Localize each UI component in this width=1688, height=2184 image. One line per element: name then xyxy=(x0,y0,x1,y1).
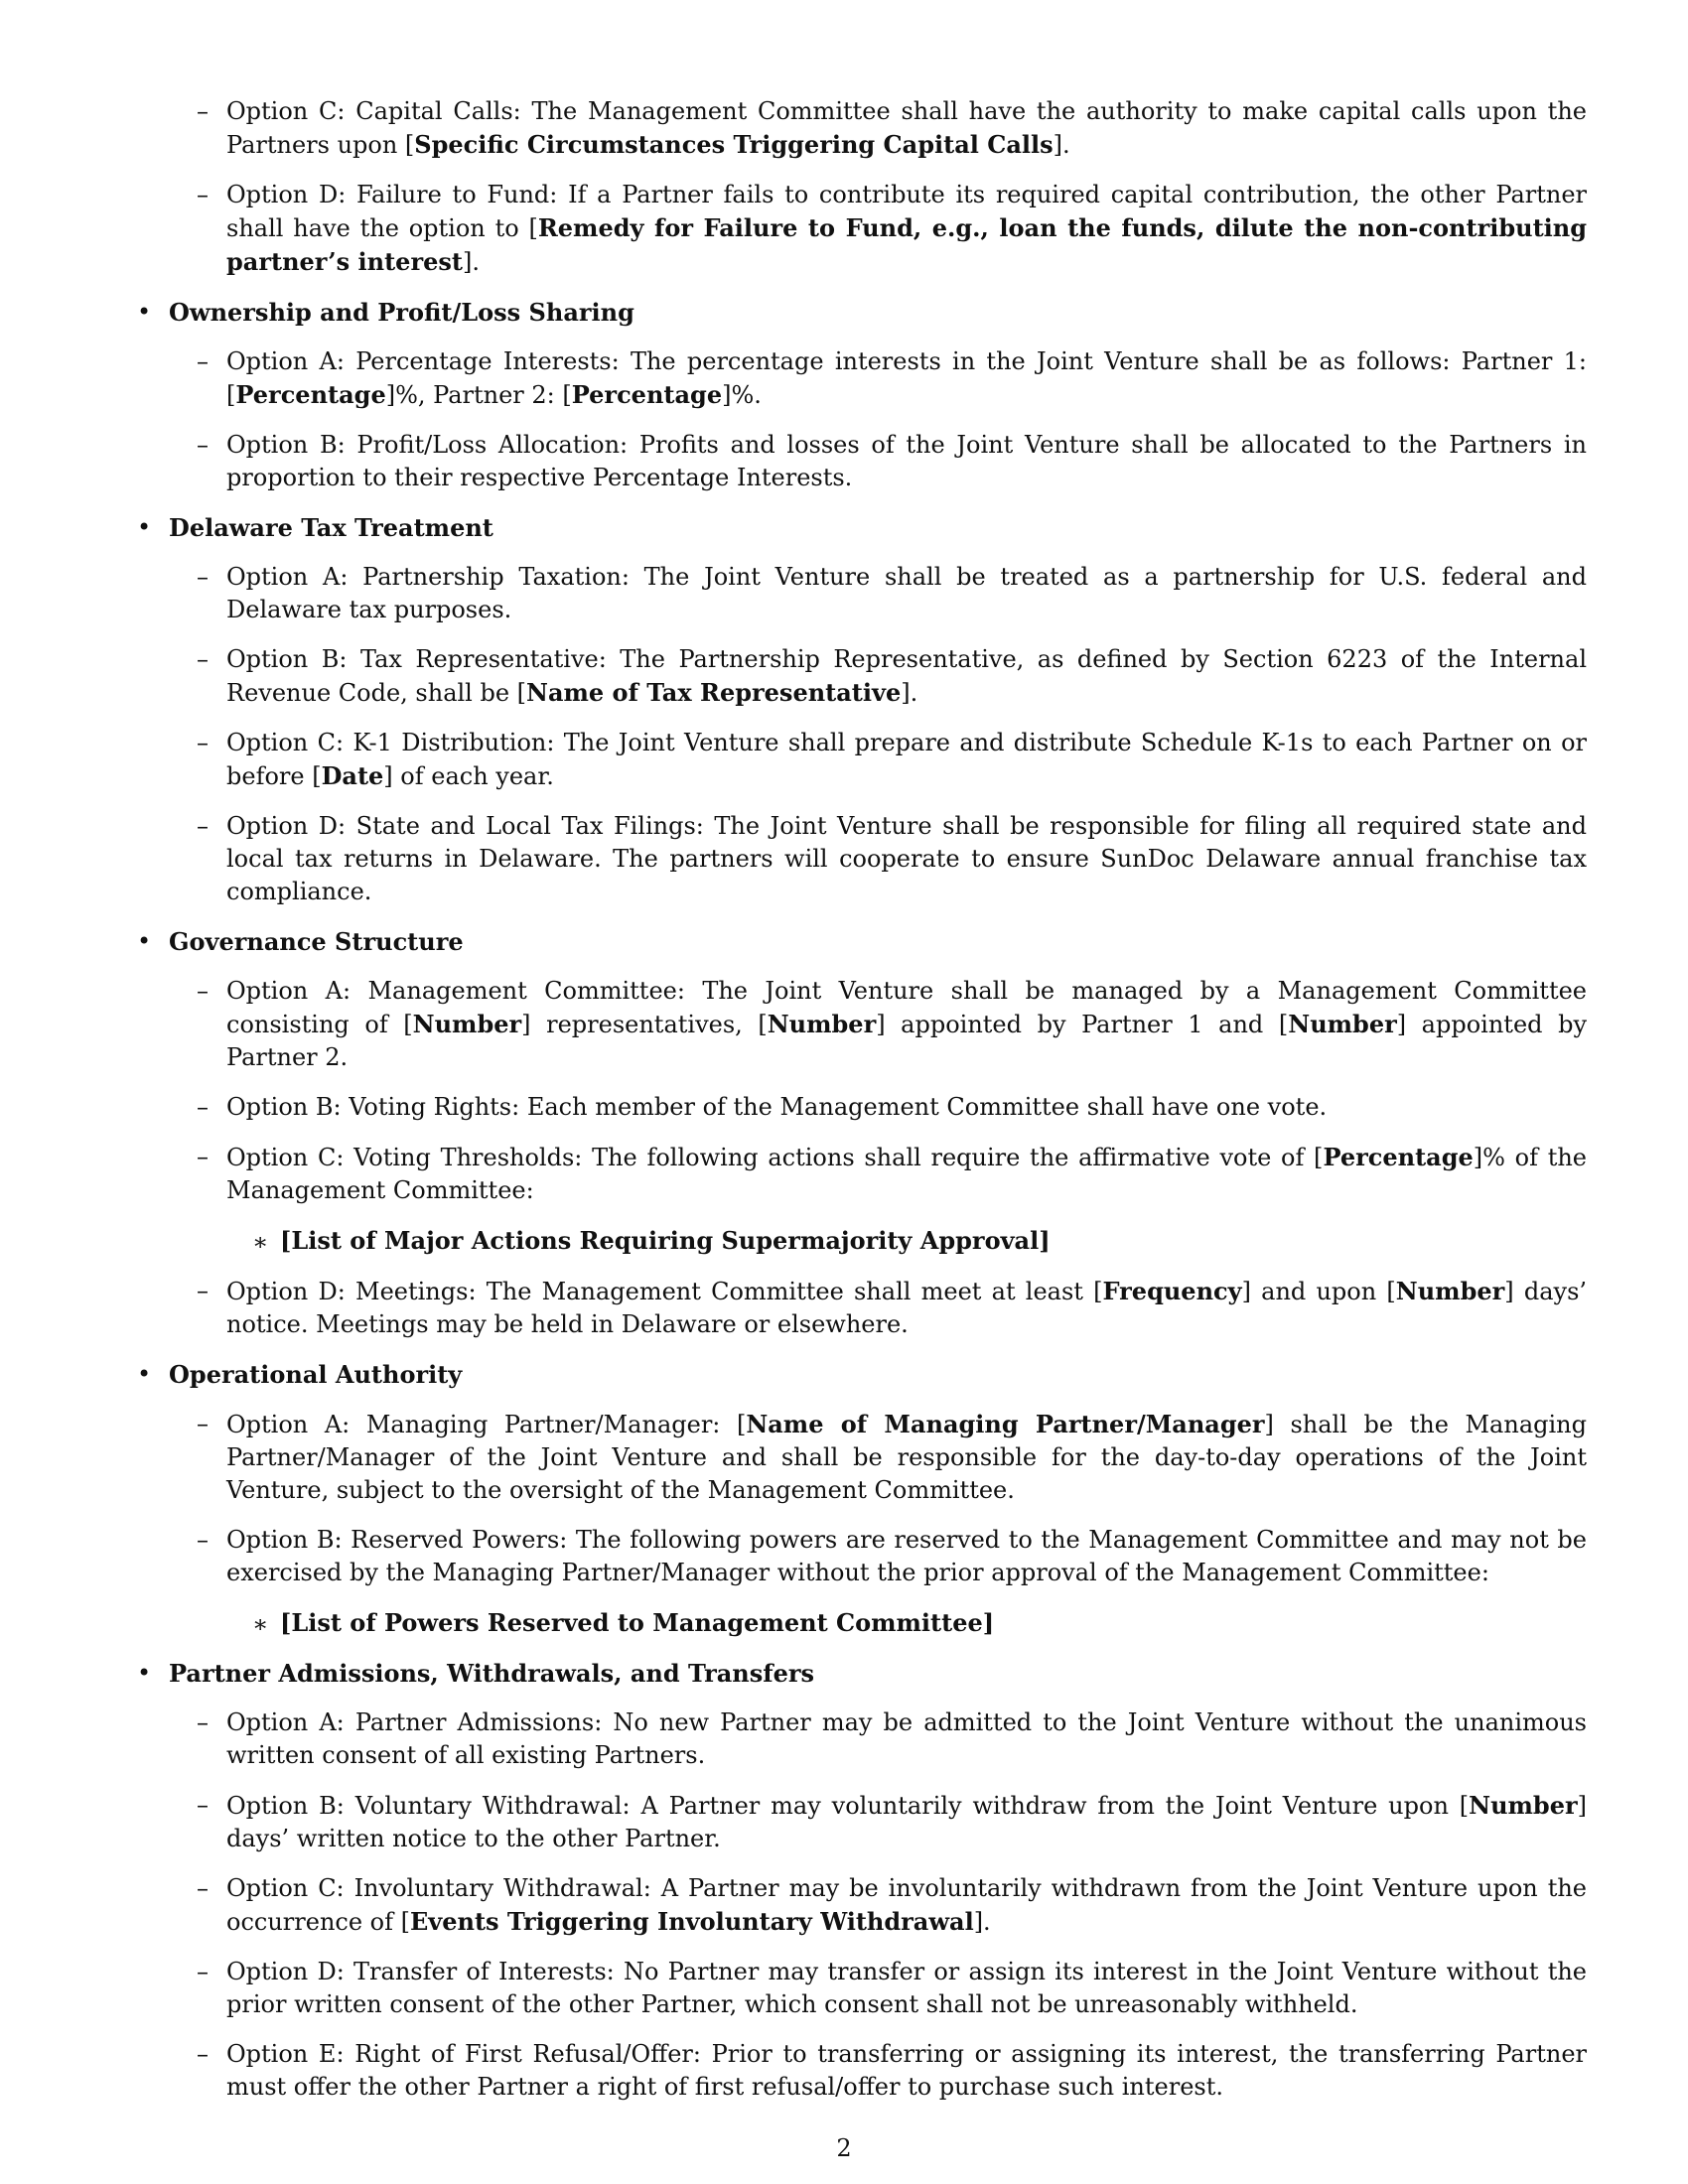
placeholder-text: Frequency xyxy=(1102,1277,1242,1305)
option-item xyxy=(137,643,1587,710)
star-marker: ∗ xyxy=(252,1228,269,1256)
option-item xyxy=(137,727,1587,793)
dash-marker: – xyxy=(197,1708,209,1736)
placeholder-text: Percentage xyxy=(571,380,723,409)
dash-marker: – xyxy=(197,1526,209,1554)
body-text: Option A: Percentage Interests: The percentage interests in the Joint Venture shall be as follows: Partner 1: [ xyxy=(226,347,1587,409)
bullet-marker: • xyxy=(137,1659,152,1687)
section-heading xyxy=(137,925,1587,958)
body-text: Option B: Voluntary Withdrawal: A Partner may voluntarily withdraw from the Joint Venture upon [ xyxy=(226,1792,1470,1820)
option-item xyxy=(137,810,1587,908)
body-text: Option C: K-1 Distribution: The Joint Venture shall prepare and distribute Schedule K-1s to each Partner on or before [ xyxy=(226,729,1587,790)
bullet-marker: • xyxy=(137,298,152,326)
body-text: ]%. xyxy=(722,381,762,409)
section-heading xyxy=(137,511,1587,544)
dash-marker: – xyxy=(197,1791,209,1819)
placeholder-text: Number xyxy=(1288,1010,1397,1038)
dash-marker: – xyxy=(197,812,209,840)
section-heading xyxy=(137,1358,1587,1391)
placeholder-text: Remedy for Failure to Fund, e.g., loan the funds, dilute the non-contributing partner’s interest xyxy=(226,213,1588,276)
placeholder-text: ] xyxy=(982,1608,995,1637)
body-text: ]%, Partner 2: [ xyxy=(385,381,572,409)
option-item xyxy=(137,429,1587,494)
body-text: ]. xyxy=(1053,131,1070,159)
body-text: ] appointed by Partner 2. xyxy=(226,1011,1588,1071)
option-item xyxy=(137,1872,1587,1939)
section-title: Operational Authority xyxy=(169,1360,463,1389)
option-item xyxy=(137,975,1587,1074)
option-item xyxy=(137,345,1587,412)
body-text: Option A: Management Committee: The Joint Venture shall be managed by a Management Committee consisting of [ xyxy=(226,977,1587,1038)
placeholder-text: Percentage xyxy=(235,380,386,409)
dash-marker: – xyxy=(197,977,209,1005)
placeholder-text: [ xyxy=(280,1608,292,1637)
body-text: Option E: Right of First Refusal/Offer: Prior to transferring or assigning its interest, the transferring Partner must offer the other Partner a right of first refusal/offer to purchase such interest. xyxy=(226,2040,1587,2101)
placeholder-text: Number xyxy=(1469,1791,1578,1820)
section-title: Ownership and Profit/Loss Sharing xyxy=(169,298,634,327)
body-text: Option C: Voting Thresholds: The following actions shall require the affirmative vote of [ xyxy=(226,1144,1324,1171)
body-text: Option B: Voting Rights: Each member of the Management Committee shall have one vote. xyxy=(226,1093,1328,1121)
body-text: Option A: Managing Partner/Manager: [ xyxy=(226,1411,747,1438)
body-text: Option B: Tax Representative: The Partnership Representative, as defined by Section 6223 of the Internal Revenue Code, shall be [ xyxy=(226,645,1587,707)
option-item xyxy=(137,561,1587,626)
option-item xyxy=(137,179,1587,279)
option-item xyxy=(137,1141,1587,1207)
body-text: ] of each year. xyxy=(383,762,554,790)
body-text: Option A: Partnership Taxation: The Joint Venture shall be treated as a partnership for U.S. federal and Delaware tax purposes. xyxy=(226,563,1587,623)
section-title: Delaware Tax Treatment xyxy=(169,513,493,542)
dash-marker: – xyxy=(197,1874,209,1902)
section-heading xyxy=(137,1657,1587,1690)
dash-marker: – xyxy=(197,2040,209,2068)
section-title: Partner Admissions, Withdrawals, and Transfers xyxy=(169,1659,815,1688)
body-text: ] days’ written notice to the other Partner. xyxy=(226,1792,1587,1852)
placeholder-text: ] xyxy=(1039,1226,1051,1255)
body-text: Option D: State and Local Tax Filings: The Joint Venture shall be responsible for filing all required state and local tax returns in Delaware. The partners will cooperate to ensure SunDoc Delaware annual franchise tax compliance. xyxy=(226,812,1587,905)
placeholder-text: Events Triggering Involuntary Withdrawal xyxy=(410,1907,974,1936)
body-text: ]% of the Management Committee: xyxy=(226,1144,1588,1204)
option-item xyxy=(137,1408,1587,1507)
body-text: ] shall be the Managing Partner/Manager of the Joint Venture and shall be responsible for the day-to-day operations of the Joint Venture, subject to the oversight of the Management Committee. xyxy=(226,1411,1587,1504)
placeholder-text: Name of Managing Partner/Manager xyxy=(746,1410,1265,1438)
dash-marker: – xyxy=(197,347,209,375)
option-item xyxy=(137,95,1587,162)
body-text: ] days’ notice. Meetings may be held in Delaware or elsewhere. xyxy=(226,1278,1588,1338)
placeholder-text: [ xyxy=(280,1226,292,1255)
option-item xyxy=(137,1091,1587,1124)
section-heading xyxy=(137,296,1587,329)
placeholder-item xyxy=(137,1606,1587,1640)
placeholder-text: Number xyxy=(1395,1277,1505,1305)
bullet-marker: • xyxy=(137,1360,152,1388)
body-text: ] representatives, [ xyxy=(521,1011,768,1038)
dash-marker: – xyxy=(197,729,209,756)
body-text: Option B: Reserved Powers: The following powers are reserved to the Management Committee and may not be exercised by the Managing Partner/Manager without the prior approval of the Management Committee: xyxy=(226,1526,1587,1586)
dash-marker: – xyxy=(197,181,209,208)
option-item xyxy=(137,1706,1587,1772)
option-item xyxy=(137,1524,1587,1589)
placeholder-item xyxy=(137,1224,1587,1258)
placeholder-text: Percentage xyxy=(1323,1143,1474,1171)
placeholder-text: Number xyxy=(412,1010,522,1038)
dash-marker: – xyxy=(197,431,209,459)
body-text: ]. xyxy=(901,679,918,707)
body-text: Option C: Involuntary Withdrawal: A Partner may be involuntarily withdrawn from the Joint Venture upon the occurrence of [ xyxy=(226,1874,1587,1936)
placeholder-text: Number xyxy=(767,1010,877,1038)
placeholder-text: Name of Tax Representative xyxy=(526,678,902,707)
body-text: Option A: Partner Admissions: No new Partner may be admitted to the Joint Venture without the unanimous written consent of all existing Partners. xyxy=(226,1708,1587,1769)
body-text: Option D: Transfer of Interests: No Partner may transfer or assign its interest in the Joint Venture without the prior written consent of the other Partner, which consent shall not be unreasonably withheld. xyxy=(226,1958,1587,2018)
dash-marker: – xyxy=(197,1277,209,1304)
placeholder-text: List of Major Actions Requiring Supermajority Approval xyxy=(291,1226,1040,1255)
dash-marker: – xyxy=(197,1093,209,1121)
placeholder-text: List of Powers Reserved to Management Committee xyxy=(291,1608,983,1637)
option-item xyxy=(137,2038,1587,2104)
body-text: Option D: Meetings: The Management Committee shall meet at least [ xyxy=(226,1278,1103,1305)
option-item xyxy=(137,1275,1587,1341)
document-body xyxy=(137,95,1587,2120)
section-title: Governance Structure xyxy=(169,927,464,956)
dash-marker: – xyxy=(197,563,209,591)
page-number: 2 xyxy=(836,2134,852,2162)
body-text: ]. xyxy=(462,248,480,276)
dash-marker: – xyxy=(197,1958,209,1985)
dash-marker: – xyxy=(197,97,209,125)
body-text: Option D: Failure to Fund: If a Partner fails to contribute its required capital contribution, the other Partner shall have the option to [ xyxy=(226,181,1587,242)
body-text: ] and upon [ xyxy=(1241,1278,1396,1305)
dash-marker: – xyxy=(197,1143,209,1170)
placeholder-text: Date xyxy=(321,761,384,790)
placeholder-text: Specific Circumstances Triggering Capital Calls xyxy=(414,130,1054,159)
body-text: Option B: Profit/Loss Allocation: Profits and losses of the Joint Venture shall be allocated to the Partners in proportion to their respective Percentage Interests. xyxy=(226,431,1587,491)
body-text: Option C: Capital Calls: The Management Committee shall have the authority to make capital calls upon the Partners upon [ xyxy=(226,97,1587,159)
option-item xyxy=(137,1789,1587,1855)
dash-marker: – xyxy=(197,645,209,673)
star-marker: ∗ xyxy=(252,1610,269,1638)
bullet-marker: • xyxy=(137,513,152,541)
dash-marker: – xyxy=(197,1410,209,1437)
option-item xyxy=(137,1956,1587,2021)
body-text: ] appointed by Partner 1 and [ xyxy=(876,1011,1289,1038)
body-text: ]. xyxy=(973,1908,991,1936)
bullet-marker: • xyxy=(137,927,152,955)
